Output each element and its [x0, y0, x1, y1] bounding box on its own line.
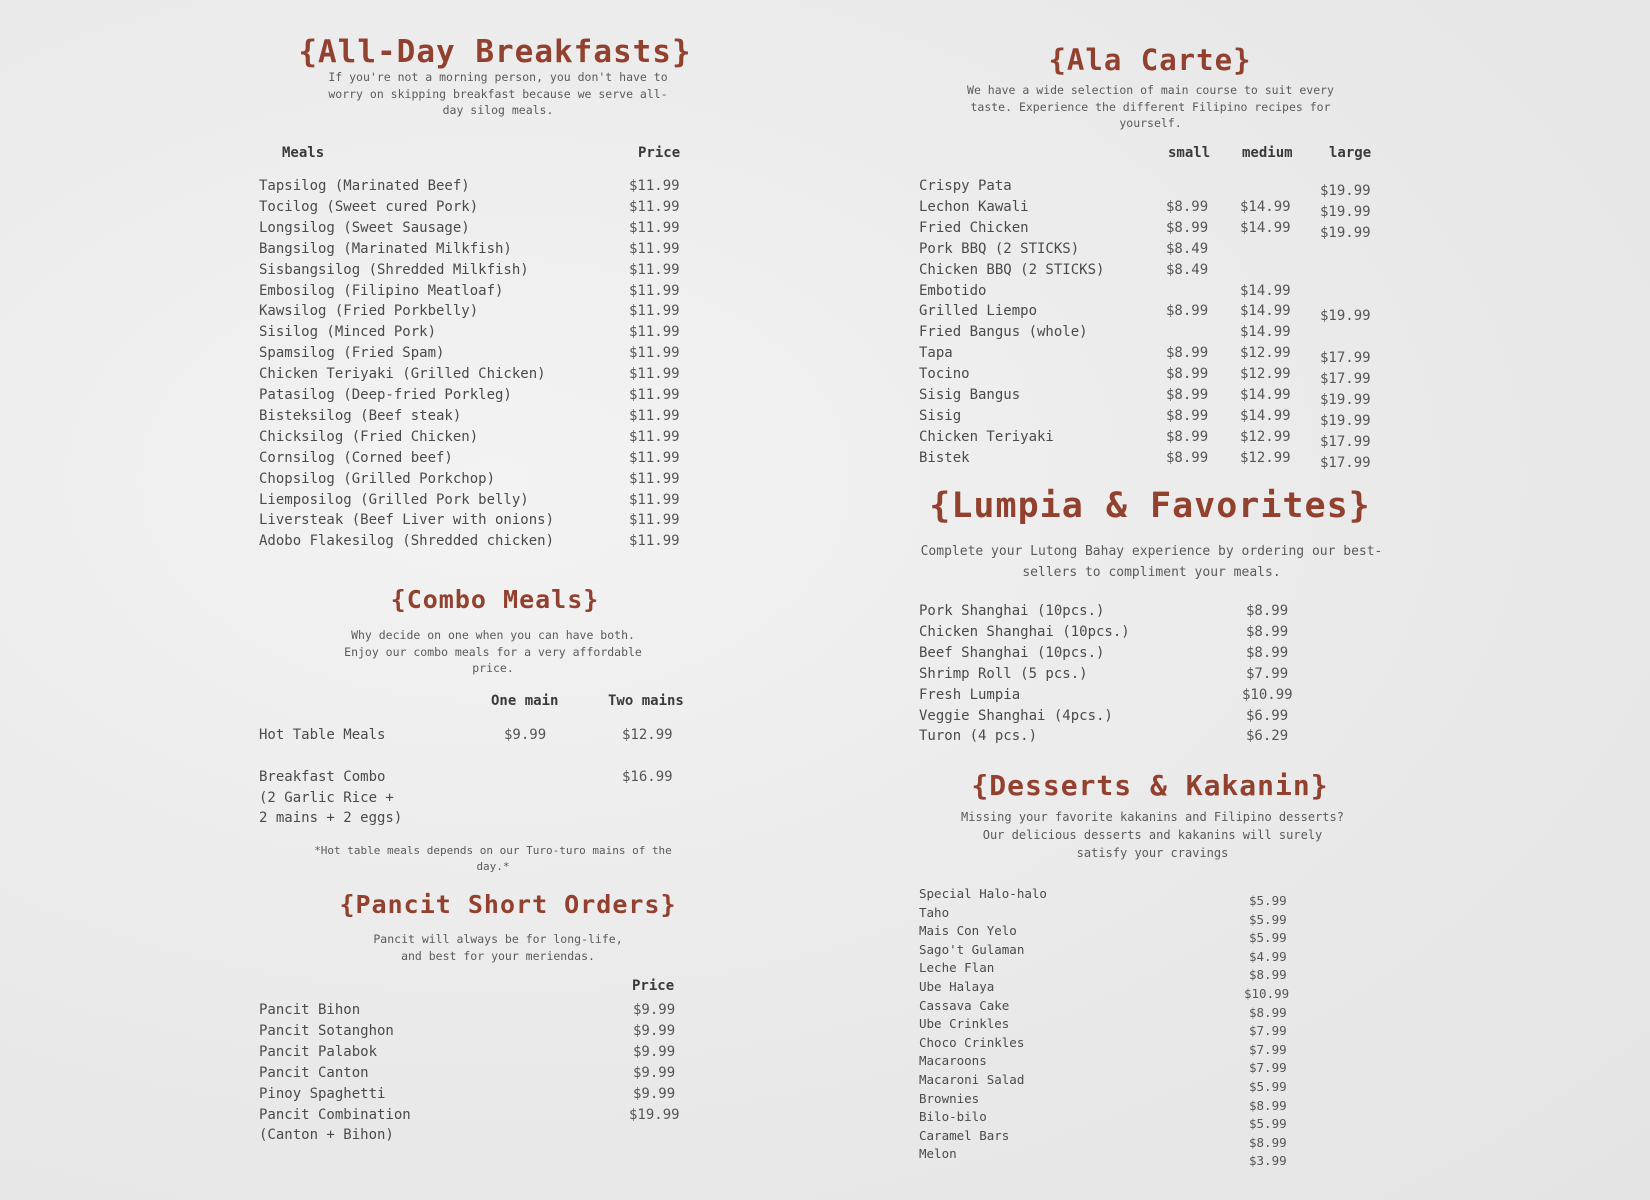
menu-item-price: $11.99: [629, 219, 680, 236]
menu-item-price-small: $8.99: [1166, 387, 1209, 403]
menu-item-name: Taho: [919, 904, 950, 920]
menu-item-name: Bisteksilog (Beef steak): [259, 407, 462, 424]
menu-item-name: Chopsilog (Grilled Porkchop): [259, 470, 496, 487]
menu-item-price-small: $8.99: [1166, 219, 1209, 236]
pancit-item-detail: (Canton + Bihon): [259, 1127, 394, 1143]
menu-item-price-large: $17.99: [1320, 371, 1371, 388]
menu-item-name: Tocilog (Sweet cured Pork): [259, 198, 479, 215]
menu-item-name: Chicken Teriyaki (Grilled Chicken): [259, 366, 546, 383]
menu-item-name: Bistek: [919, 449, 970, 466]
menu-item-price: $19.99: [629, 1106, 680, 1123]
menu-item-price: $11.99: [629, 407, 680, 424]
combo-item-price-two: $12.99: [622, 727, 673, 743]
menu-item-price: $9.99: [633, 1022, 676, 1039]
menu-item-price: $7.99: [1249, 1060, 1287, 1076]
combo-item-name-detail: (2 Garlic Rice +: [259, 790, 394, 806]
section-title: {Desserts & Kakanin}: [971, 769, 1329, 802]
menu-item-price: $11.99: [629, 533, 680, 550]
menu-item-price: $11.99: [629, 324, 680, 341]
menu-item-name: Patasilog (Deep-fried Porkleg): [259, 387, 512, 403]
section-title: {Pancit Short Orders}: [339, 890, 677, 919]
menu-item-name: Pancit Bihon: [259, 1002, 361, 1018]
menu-item-price-medium: $14.99: [1240, 198, 1291, 215]
menu-item-name: Liemposilog (Grilled Pork belly): [259, 491, 529, 508]
menu-item-name: Melon: [919, 1146, 957, 1162]
menu-item-price: $11.99: [629, 491, 680, 508]
menu-item-price: $9.99: [633, 1002, 676, 1018]
menu-item-price-medium: $12.99: [1240, 345, 1291, 362]
menu-item-price-small: $8.49: [1166, 240, 1209, 257]
menu-item-price: $11.99: [629, 345, 680, 362]
menu-item-price-medium: $14.99: [1240, 407, 1291, 424]
column-header-small: small: [1168, 145, 1211, 161]
menu-item-name: Ube Halaya: [919, 979, 995, 994]
menu-item-price: $8.99: [1246, 644, 1289, 661]
menu-item-price: $9.99: [633, 1043, 676, 1060]
menu-item-price: $7.99: [1249, 1041, 1287, 1057]
section-description: If you're not a morning person, you don't have to worry on skipping breakfast because we serve all-day silog meals.: [328, 70, 668, 117]
menu-item-price-small: $8.99: [1166, 407, 1209, 424]
combo-note: *Hot table meals depends on our Turo-turo mains of the day.*: [314, 844, 672, 873]
menu-item-name: Bangsilog (Marinated Milkfish): [259, 240, 512, 257]
combo-item-name-detail: 2 mains + 2 eggs): [259, 810, 403, 826]
menu-item-name: Tapsilog (Marinated Beef): [259, 178, 470, 194]
menu-item-name: Sisbangsilog (Shredded Milkfish): [259, 261, 529, 278]
menu-item-price: $5.99: [1249, 893, 1287, 908]
menu-item-price: $11.99: [629, 303, 680, 320]
section-description: Complete your Lutong Bahay experience by ordering our best-sellers to compliment your meals.: [920, 544, 1383, 580]
menu-item-name: Spamsilog (Fried Spam): [259, 345, 445, 362]
menu-item-price: $3.99: [1249, 1153, 1287, 1169]
menu-item-name: Pancit Sotanghon: [259, 1022, 394, 1039]
menu-item-name: Special Halo-halo: [919, 886, 1047, 901]
column-header-one-main: One main: [491, 693, 559, 709]
menu-item-name: Adobo Flakesilog (Shredded chicken): [259, 533, 555, 550]
menu-item-price-medium: $12.99: [1240, 449, 1291, 466]
menu-item-price-large: $19.99: [1320, 392, 1371, 408]
menu-item-price-large: $19.99: [1320, 183, 1371, 199]
menu-item-name: Bilo-bilo: [919, 1109, 987, 1125]
menu-item-price: $8.99: [1249, 967, 1287, 983]
menu-item-name: Tapa: [919, 345, 953, 362]
menu-item-name: Fresh Lumpia: [919, 686, 1021, 703]
menu-item-price: $5.99: [1249, 911, 1287, 927]
menu-item-price: $8.99: [1246, 603, 1289, 619]
menu-item-price-large: $19.99: [1320, 412, 1371, 429]
section-title: {Ala Carte}: [1048, 43, 1252, 77]
menu-item-price-medium: $14.99: [1240, 303, 1291, 320]
menu-item-price: $11.99: [629, 428, 680, 445]
menu-item-name: Embotido: [919, 282, 987, 299]
menu-item-name: Pork Shanghai (10pcs.): [919, 603, 1105, 619]
combo-item-price-two: $16.99: [622, 769, 673, 785]
menu-item-price-small: $8.99: [1166, 366, 1209, 383]
menu-item-price-medium: $12.99: [1240, 428, 1291, 445]
menu-item-name: Chicksilog (Fried Chicken): [259, 428, 479, 445]
menu-item-name: Embosilog (Filipino Meatloaf): [259, 282, 504, 299]
menu-item-price-medium: $14.99: [1240, 282, 1291, 299]
menu-item-name: Leche Flan: [919, 960, 995, 976]
menu-item-price: $11.99: [629, 178, 680, 194]
menu-item-price: $10.99: [1242, 686, 1293, 703]
menu-item-name: Liversteak (Beef Liver with onions): [259, 512, 555, 529]
column-header-price: Price: [638, 145, 681, 161]
menu-item-name: Macaroni Salad: [919, 1072, 1025, 1087]
menu-item-price-large: $19.99: [1320, 203, 1371, 220]
menu-item-price-medium: $14.99: [1240, 387, 1291, 403]
menu-item-price: $8.99: [1249, 1134, 1287, 1150]
menu-item-name: Cornsilog (Corned beef): [259, 449, 453, 466]
menu-item-name: Crispy Pata: [919, 178, 1012, 194]
menu-item-name: Pancit Canton: [259, 1064, 369, 1081]
menu-item-price-medium: $12.99: [1240, 366, 1291, 383]
column-header-two-mains: Two mains: [608, 693, 684, 709]
menu-item-name: Sago't Gulaman: [919, 941, 1025, 957]
menu-item-price: $5.99: [1249, 930, 1287, 946]
menu-item-name: Pancit Combination: [259, 1106, 411, 1123]
menu-item-price-small: $8.99: [1166, 428, 1209, 445]
section-title: {Lumpia & Favorites}: [929, 486, 1371, 526]
menu-item-name: Pancit Palabok: [259, 1043, 378, 1060]
menu-item-price-large: $17.99: [1320, 454, 1371, 471]
menu-item-name: Veggie Shanghai (4pcs.): [919, 707, 1113, 724]
menu-item-name: Mais Con Yelo: [919, 923, 1017, 939]
menu-item-name: Tocino: [919, 366, 970, 383]
menu-item-price: $11.99: [629, 240, 680, 257]
combo-item-name: Hot Table Meals: [259, 727, 386, 743]
menu-item-price-medium: $14.99: [1240, 324, 1291, 341]
menu-item-price: $11.99: [629, 387, 680, 403]
menu-item-price: $8.99: [1246, 623, 1289, 640]
menu-item-name: Choco Crinkles: [919, 1034, 1025, 1050]
menu-item-name: Cassava Cake: [919, 997, 1010, 1013]
menu-item-price: $7.99: [1249, 1023, 1287, 1039]
column-header-large: large: [1329, 145, 1372, 161]
menu-item-name: Sisilog (Minced Pork): [259, 324, 437, 341]
menu-item-price-large: $19.99: [1320, 308, 1371, 325]
column-header-meals: Meals: [282, 145, 325, 161]
menu-item-price: $6.99: [1246, 707, 1289, 724]
menu-item-name: Longsilog (Sweet Sausage): [259, 219, 470, 236]
section-description: We have a wide selection of main course to suit every taste. Experience the different Filipino recipes for yourself.: [967, 83, 1334, 130]
menu-item-name: Turon (4 pcs.): [919, 728, 1038, 745]
menu-item-price-large: $17.99: [1320, 350, 1371, 367]
menu-item-price: $11.99: [629, 449, 680, 466]
menu-item-name: Shrimp Roll (5 pcs.): [919, 665, 1088, 682]
menu-item-price: $5.99: [1249, 1079, 1287, 1094]
menu-item-name: Chicken BBQ (2 STICKS): [919, 261, 1105, 278]
section-title: {All-Day Breakfasts}: [298, 34, 692, 70]
combo-item-price-one: $9.99: [504, 727, 547, 743]
menu-item-price: $5.99: [1249, 1116, 1287, 1132]
menu-item-price: $8.99: [1249, 1097, 1287, 1113]
menu-item-price: $11.99: [629, 198, 680, 215]
menu-item-price-large: $19.99: [1320, 224, 1371, 241]
menu-item-price: $10.99: [1244, 986, 1290, 1001]
menu-item-name: Brownies: [919, 1090, 980, 1106]
column-header-price: Price: [632, 978, 675, 994]
menu-item-price: $9.99: [633, 1085, 676, 1102]
menu-item-name: Kawsilog (Fried Porkbelly): [259, 303, 479, 320]
menu-item-price-small: $8.99: [1166, 198, 1209, 215]
menu-item-price: $4.99: [1249, 948, 1287, 964]
menu-item-price: $11.99: [629, 261, 680, 278]
menu-item-price: $8.99: [1249, 1004, 1287, 1020]
menu-item-price-small: $8.99: [1166, 449, 1209, 466]
menu-item-name: Caramel Bars: [919, 1127, 1010, 1143]
menu-item-price: $11.99: [629, 282, 680, 299]
menu-item-price-medium: $14.99: [1240, 219, 1291, 236]
menu-item-price-small: $8.99: [1166, 303, 1209, 320]
section-description: Pancit will always be for long-life, and best for your meriendas.: [373, 932, 623, 963]
menu-item-price-small: $8.99: [1166, 345, 1209, 362]
menu-item-name: Sisig Bangus: [919, 387, 1021, 403]
menu-item-name: Grilled Liempo: [919, 303, 1038, 320]
section-title: {Combo Meals}: [390, 585, 600, 614]
menu-item-name: Fried Bangus (whole): [919, 324, 1088, 341]
menu-item-name: Fried Chicken: [919, 219, 1029, 236]
menu-item-name: Chicken Shanghai (10pcs.): [919, 623, 1130, 640]
menu-item-name: Pinoy Spaghetti: [259, 1085, 386, 1102]
section-description: Why decide on one when you can have both. Enjoy our combo meals for a very affordable price.: [344, 628, 642, 675]
menu-item-name: Lechon Kawali: [919, 198, 1029, 215]
section-description: Missing your favorite kakanins and Filipino desserts? Our delicious desserts and kakanins will surely satisfy your cravings: [961, 810, 1344, 860]
combo-item-name: Breakfast Combo: [259, 769, 386, 785]
menu-item-name: Beef Shanghai (10pcs.): [919, 644, 1105, 661]
menu-item-price-small: $8.49: [1166, 261, 1209, 278]
menu-item-price: $11.99: [629, 366, 680, 383]
menu-item-price: $9.99: [633, 1064, 676, 1081]
menu-item-name: Pork BBQ (2 STICKS): [919, 240, 1080, 257]
menu-item-name: Ube Crinkles: [919, 1016, 1010, 1032]
menu-item-name: Chicken Teriyaki: [919, 428, 1054, 445]
menu-item-price: $11.99: [629, 470, 680, 487]
menu-item-name: Macaroons: [919, 1053, 987, 1069]
menu-item-price: $7.99: [1246, 665, 1289, 682]
menu-item-price: $6.29: [1246, 728, 1289, 745]
menu-item-price-large: $17.99: [1320, 433, 1371, 450]
column-header-medium: medium: [1242, 145, 1293, 161]
menu-item-name: Sisig: [919, 407, 962, 424]
menu-item-price: $11.99: [629, 512, 680, 529]
